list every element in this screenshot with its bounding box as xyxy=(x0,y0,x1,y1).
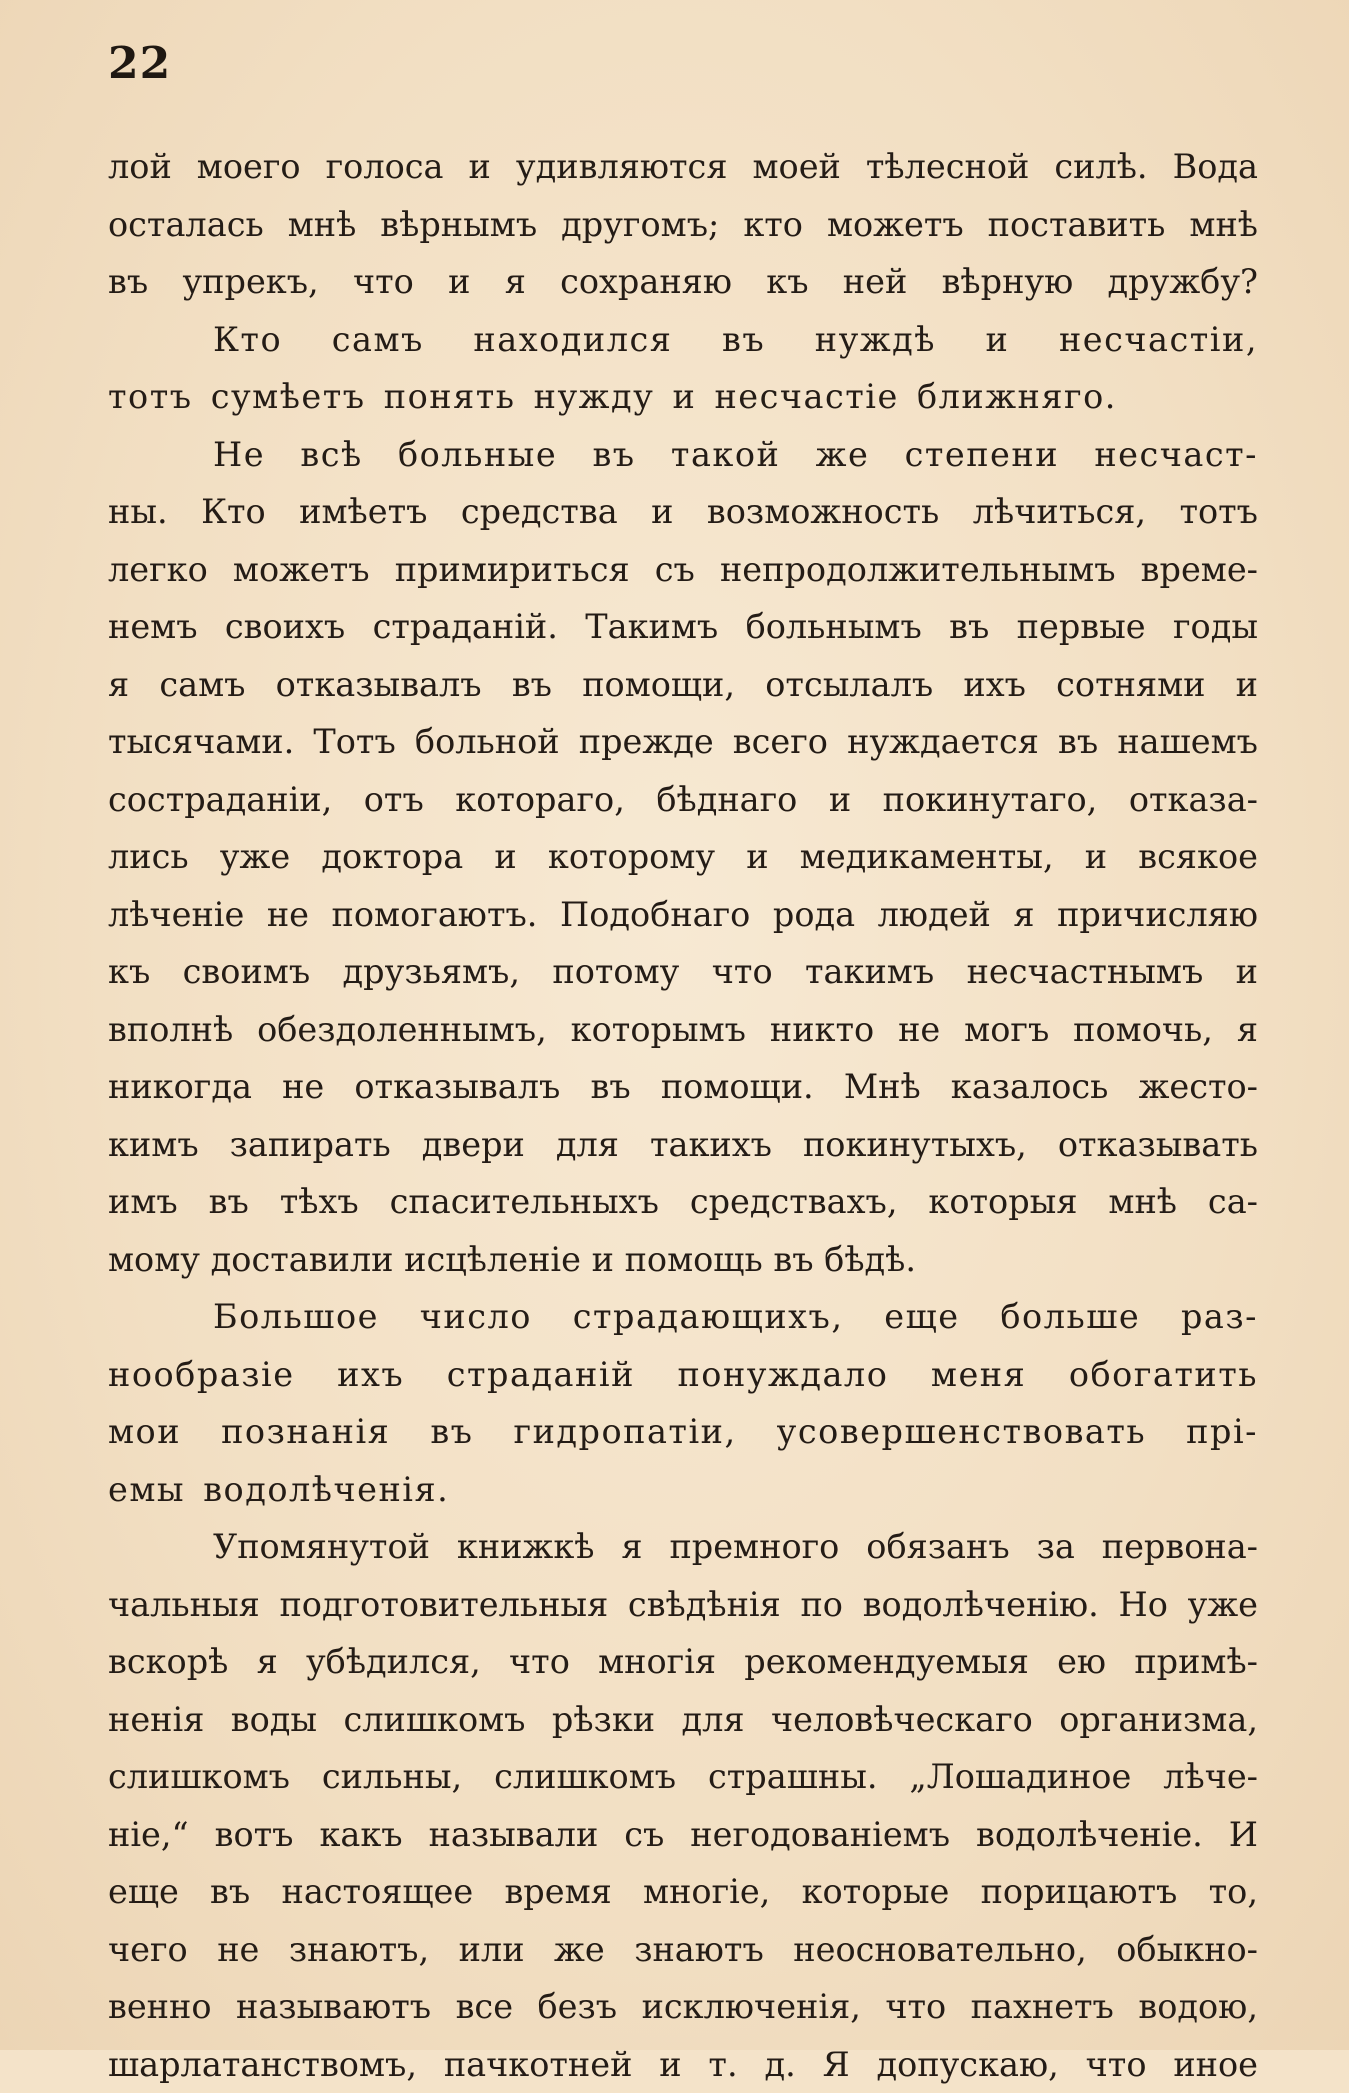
text-line: чего не знаютъ, или же знаютъ неосновательно, обыкно- xyxy=(108,1921,1258,1979)
text-line: мои познанія въ гидропатіи, усовершенствовать прі- xyxy=(108,1403,1258,1461)
text-line: немъ своихъ страданій. Такимъ больнымъ въ первые годы xyxy=(108,598,1258,656)
text-line: лой моего голоса и удивляются моей тѣлесной силѣ. Вода xyxy=(108,138,1258,196)
text-line: осталась мнѣ вѣрнымъ другомъ; кто можетъ поставить мнѣ xyxy=(108,196,1258,254)
text-line: ны. Кто имѣетъ средства и возможность лѣчиться, тотъ xyxy=(108,483,1258,541)
text-line: легко можетъ примириться съ непродолжительнымъ време- xyxy=(108,541,1258,599)
text-line: имъ въ тѣхъ спасительныхъ средствахъ, которыя мнѣ са- xyxy=(108,1173,1258,1231)
text-line: кимъ запирать двери для такихъ покинутыхъ, отказывать xyxy=(108,1116,1258,1174)
text-line: вполнѣ обездоленнымъ, которымъ никто не могъ помочь, я xyxy=(108,1001,1258,1059)
text-line: чальныя подготовительныя свѣдѣнія по водолѣченію. Но уже xyxy=(108,1576,1258,1634)
text-line: ненія воды слишкомъ рѣзки для человѣческаго организма, xyxy=(108,1691,1258,1749)
text-line: я самъ отказывалъ въ помощи, отсылалъ ихъ сотнями и xyxy=(108,656,1258,714)
body-text xyxy=(108,138,1258,2093)
text-line: еще въ настоящее время многіе, которые порицаютъ то, xyxy=(108,1863,1258,1921)
text-line: слишкомъ сильны, слишкомъ страшны. „Лошадиное лѣче- xyxy=(108,1748,1258,1806)
text-line: состраданіи, отъ котораго, бѣднаго и покинутаго, отказа- xyxy=(108,771,1258,829)
text-line: вскорѣ я убѣдился, что многія рекомендуемыя ею примѣ- xyxy=(108,1633,1258,1691)
text-line: шарлатанствомъ, пачкотней и т. д. Я допускаю, что иное xyxy=(108,2036,1258,2093)
paragraph-start-line: Большое число страдающихъ, еще больше раз- xyxy=(108,1288,1258,1346)
text-line: емы водолѣченія. xyxy=(108,1461,1258,1519)
text-line: тотъ сумѣетъ понять нужду и несчастіе ближняго. xyxy=(108,368,1258,426)
text-line: ніе,“ вотъ какъ называли съ негодованіемъ водолѣченіе. И xyxy=(108,1806,1258,1864)
text-line: тысячами. Тотъ больной прежде всего нуждается въ нашемъ xyxy=(108,713,1258,771)
text-line: въ упрекъ, что и я сохраняю къ ней вѣрную дружбу? xyxy=(108,253,1258,311)
text-line: мому доставили исцѣленіе и помощь въ бѣдѣ. xyxy=(108,1231,1258,1289)
text-line: никогда не отказывалъ въ помощи. Мнѣ казалось жесто- xyxy=(108,1058,1258,1116)
paragraph-start-line: Кто самъ находился въ нуждѣ и несчастіи, xyxy=(108,311,1258,369)
text-line: венно называютъ все безъ исключенія, что пахнетъ водою, xyxy=(108,1978,1258,2036)
text-line: нообразіе ихъ страданій понуждало меня обогатить xyxy=(108,1346,1258,1404)
text-line: лѣченіе не помогаютъ. Подобнаго рода людей я причисляю xyxy=(108,886,1258,944)
paragraph-start-line: Не всѣ больные въ такой же степени несчаст- xyxy=(108,426,1258,484)
text-line: къ своимъ друзьямъ, потому что такимъ несчастнымъ и xyxy=(108,943,1258,1001)
text-line: лись уже доктора и которому и медикаменты, и всякое xyxy=(108,828,1258,886)
paragraph-start-line: Упомянутой книжкѣ я премного обязанъ за первона- xyxy=(108,1518,1258,1576)
page-number: 22 xyxy=(108,38,171,89)
